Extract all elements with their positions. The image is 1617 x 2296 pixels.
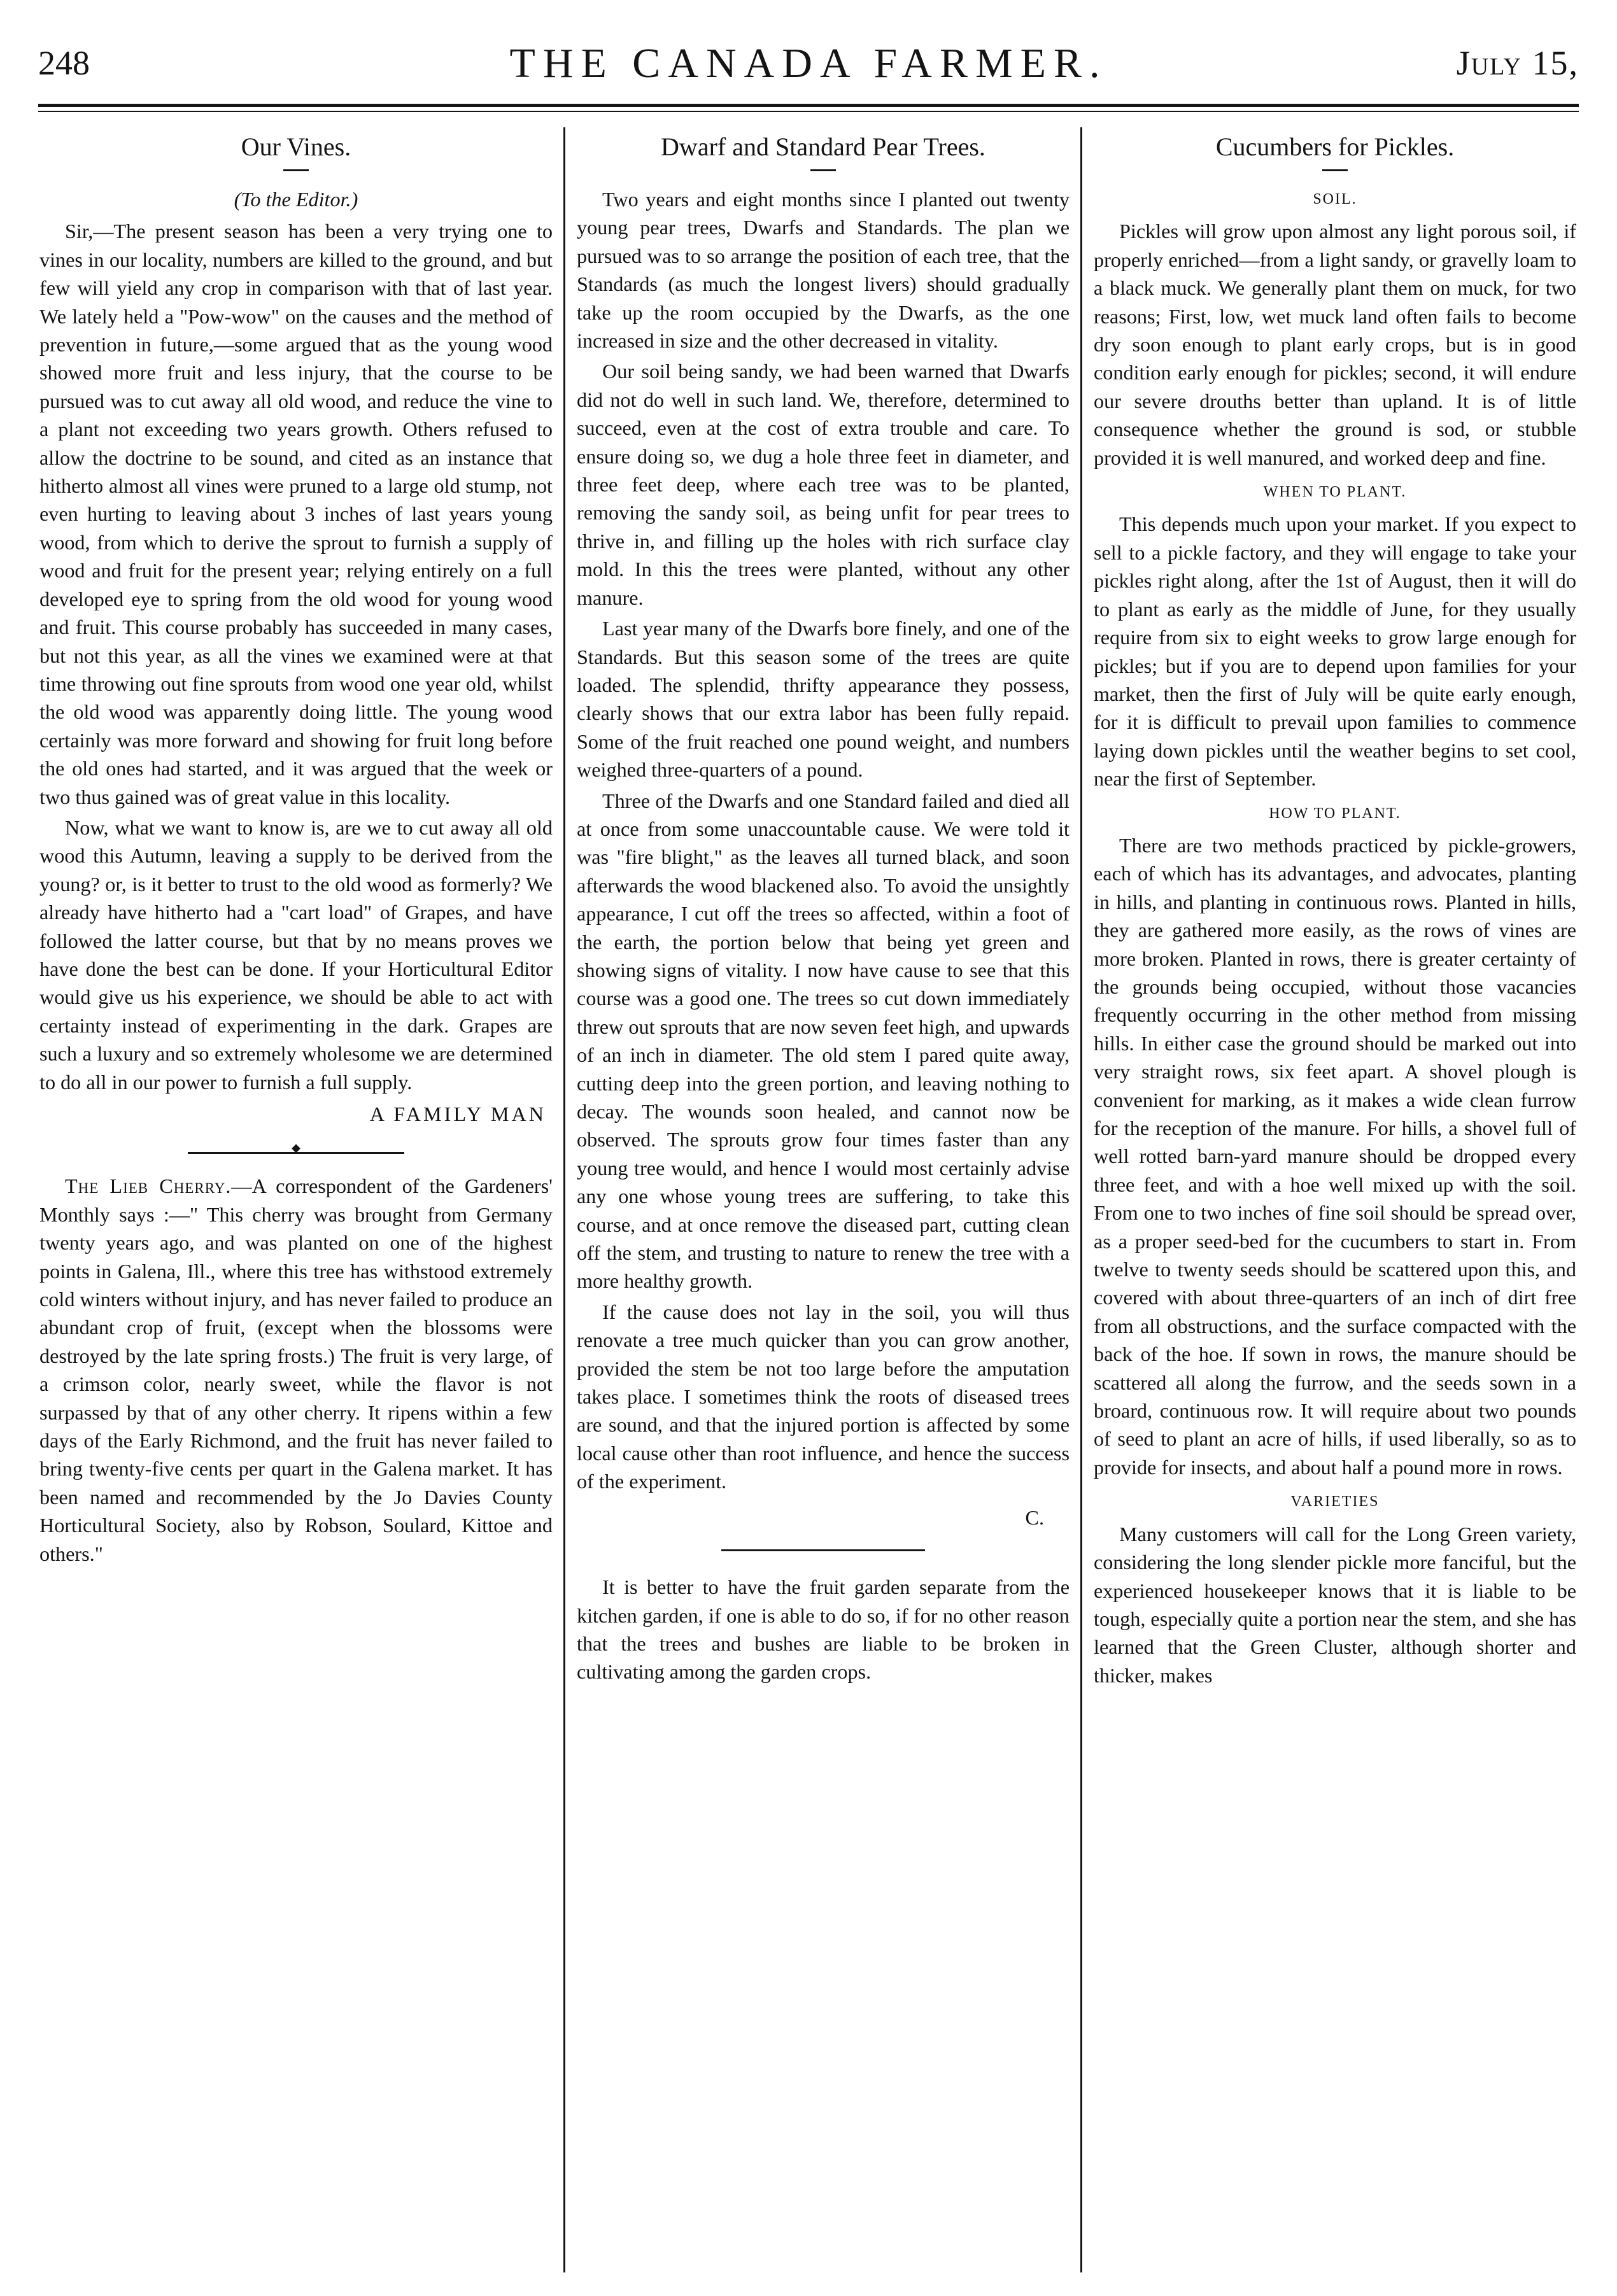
paragraph: If the cause does not lay in the soil, you will thus renovate a tree much quicker than you can grow another, provided the stem be not too large before the amputation takes place. I sometimes think the roots of diseased trees are sound, and that the injured portion is affected by some local cause other than root influence, and hence the success of the experiment. — [577, 1300, 1070, 1493]
article-title-our-vines: Our Vines. — [241, 132, 351, 161]
masthead: THE CANADA FARMER. — [509, 40, 1108, 87]
title-dash — [1322, 169, 1348, 171]
paragraph: Our soil being sandy, we had been warned that Dwarfs did not do well in such land. We, therefore, determined to succeed, even at the cost of extra trouble and care. To ensure doing so, we dug a hole three feet in diameter, and three feet deep, where each tree was to be planted, removing the sandy soil, as being unfit for pear trees to thrive in, and filling up the holes with rich surface clay mold. In this the trees were planted, without any other manure. — [577, 360, 1070, 609]
ornamental-divider: ◆ — [188, 1143, 404, 1154]
page-header — [38, 39, 1579, 97]
header-rule-thick — [38, 104, 1579, 107]
signature: A FAMILY MAN — [369, 1102, 546, 1125]
lieb-cherry-paragraph — [39, 1172, 553, 1568]
title-dash — [283, 169, 309, 171]
subheading: SOIL. — [1313, 191, 1357, 208]
subheading: HOW TO PLANT. — [1269, 805, 1401, 822]
column-divider-1 — [563, 127, 565, 2272]
header-rule-thin — [38, 111, 1579, 112]
signature: C. — [1025, 1505, 1044, 1529]
fruit-garden-paragraph: It is better to have the fruit garden separate from the kitchen garden, if one is able to do so, if for no other reason that the trees and bushes are liable to be broken in cultivating among the garden crops. — [577, 1575, 1070, 1684]
column-1 — [39, 127, 553, 2272]
article-title-cucumbers: Cucumbers for Pickles. — [1215, 132, 1455, 161]
title-dash — [810, 169, 836, 171]
issue-date: July 15, — [1456, 44, 1579, 82]
run-in-heading: The Lieb Cherry. — [65, 1174, 232, 1198]
subheading: WHEN TO PLANT. — [1263, 484, 1407, 501]
paragraph: Many customers will call for the Long Green variety, considering the long slender pickle more fanciful, but the experienced housekeeper knows that it is liable to be tough, especially quite a portion near the stem, and she has learned that the Green Cluster, although shorter and thicker, makes — [1094, 1522, 1576, 1687]
column-2 — [577, 127, 1070, 2272]
paragraph: There are two methods practiced by pickle-growers, each of which has its advantages, and advocates, planting in hills, and planting in continuous rows. Planted in hills, they are gathered more easily, as the rows of vines are more broken. Planted in rows, there is greater certainty of the grounds being occupied, without those vacancies frequently occurring in the other method from missing hills. In either case the ground should be marked out into very straight rows, six feet apart. A shovel plough is convenient for marking, as it makes a wide clean furrow for the reception of the manure. For hills, a shovel full of well rotted barn-yard manure should be dropped every three feet, and with a hoe well mixed up with the soil. From one to two inches of fine soil should be spread over, as a proper seed-bed for the cucumbers to start in. From twelve to twenty seeds should be scattered upon this, and covered with about three-quarters of an inch of dirt free from all obstructions, and the surface compacted with the back of the hoe. If sown in rows, the manure should be scattered all along the furrow, and the seeds sown in a broard, continuous row. It will require about two pounds of seed to plant an acre of hills, if used liberally, so as to provide for insects, and about half a pound more in rows. — [1094, 833, 1576, 1479]
section-rule — [721, 1549, 925, 1551]
column-divider-2 — [1080, 127, 1082, 2272]
article-title-pear-trees: Dwarf and Standard Pear Trees. — [661, 132, 985, 161]
paragraph-text: —A correspondent of the Gardeners' Monthly says :—" This cherry was brought from Germany twenty years ago, and was planted on one of the highest points in Galena, Ill., where this tree has withstood extremely cold winters without injury, and has never failed to produce an abundant crop of fruit, (except when the blossoms were destroyed by the late spring frosts.) The fruit is very large, of a crimson color, nearly sweet, while the flavor is not surpassed by that of any other cherry. It ripens within a few days of the Early Richmond, and the fruit has never failed to bring twenty-five cents per quart in the Galena market. It has been named and recommended by the Jo Davies County Horticultural Society, also by Robson, Soulard, Kittoe and others." — [39, 1174, 553, 1565]
page-number: 248 — [38, 44, 90, 82]
column-3 — [1094, 127, 1576, 2272]
paragraph: Three of the Dwarfs and one Standard failed and died all at once from some unaccountable cause. We were told it was "fire blight," as the leaves all turned black, and soon afterwards the wood blackened also. To avoid the unsightly appearance, I cut off the trees so affected, within a foot of the earth, the portion below that being yet green and showing signs of vitality. I now have cause to see that this course was a good one. The trees so cut down immediately threw out sprouts that are now seven feet high, and upwards of an inch in diameter. The old stem I pared quite away, cutting deep into the green portion, and leaving nothing to decay. The wounds soon healed, and cannot now be observed. The sprouts grow four times faster than any young tree would, and hence I would most certainly advise any one whose young trees are suffering, to take this course, and at once remove the diseased part, cutting clean off the stem, and trusting to nature to renew the tree with a more healthy growth. — [577, 789, 1070, 1293]
paragraph: Sir,—The present season has been a very trying one to vines in our locality, numbers are killed to the ground, and but few will yield any crop in comparison with that of last year. We lately held a "Pow-wow" on the causes and the method of prevention in future,—some argued that as the young wood showed more fruit and less injury, that the course to be pursued was to cut away all old wood, and reduce the vine to a plant not exceeding two years growth. Others refused to allow the doctrine to be sound, and cited as an instance that hitherto almost all vines were pruned to a large old stump, not even hurting to leaving about 3 inches of last years young wood, from which to derive the sprout to furnish a supply of wood and fruit for the present year; relying entirely on a full developed eye to spring from the old wood for young wood and fruit. This course probably has succeeded in many cases, but not this year, as all the vines we examined were at that time throwing out fine sprouts from wood one year old, whilst the old wood was apparently doing little. The young wood certainly was more forward and showing for fruit long before the old ones had started, and it was argued that the week or two thus gained was of great value in this locality. — [39, 220, 553, 808]
subheading: VARIETIES — [1290, 1493, 1380, 1511]
addressee: (To the Editor.) — [234, 188, 358, 211]
paragraph: Now, what we want to know is, are we to cut away all old wood this Autumn, leaving a supply to be derived from the young? or, is it better to trust to the old wood as formerly? We already have hitherto had a "cart load" of Grapes, and have followed the latter course, but that by no means proves we have done the best can be done. If your Horticultural Editor would give us his experience, we should be able to act with certainty instead of experimenting in the dark. Grapes are such a luxury and so extremely wholesome we are determined to do all in our power to furnish a full supply. — [39, 815, 553, 1094]
paragraph: This depends much upon your market. If you expect to sell to a pickle factory, and they will engage to take your pickles right along, after the 1st of August, then it will do to plant as early as the middle of June, for they usually require from six to eight weeks to grow large enough for pickles; but if you are to depend upon families for your market, then the first of July will be quite early enough, for it is difficult to prevail upon families to commence laying down pickles until the weather begins to set cool, near the first of September. — [1094, 512, 1576, 791]
paragraph: Last year many of the Dwarfs bore finely, and one of the Standards. But this season some of the trees are quite loaded. The splendid, thrifty appearance they possess, clearly shows that our extra labor has been fully repaid. Some of the fruit reached one pound weight, and numbers weighed three-quarters of a pound. — [577, 617, 1070, 782]
paragraph: Pickles will grow upon almost any light porous soil, if properly enriched—from a light sandy, or gravelly loam to a black muck. We generally plant them on muck, for two reasons; First, low, wet muck land often fails to become dry soon enough to plant early crops, but is in good condition early enough for pickles; second, it will endure our severe drouths better than upland. It is of little consequence whether the ground is sod, or stubble provided it is well manured, and worked deep and fine. — [1094, 220, 1576, 469]
paragraph: Two years and eight months since I planted out twenty young pear trees, Dwarfs and Standards. The plan we pursued was to so arrange the position of each tree, that the Standards (as much the longest livers) should gradually take up the room occupied by the Dwarfs, as the one increased in size and the other decreased in vitality. — [577, 188, 1070, 353]
